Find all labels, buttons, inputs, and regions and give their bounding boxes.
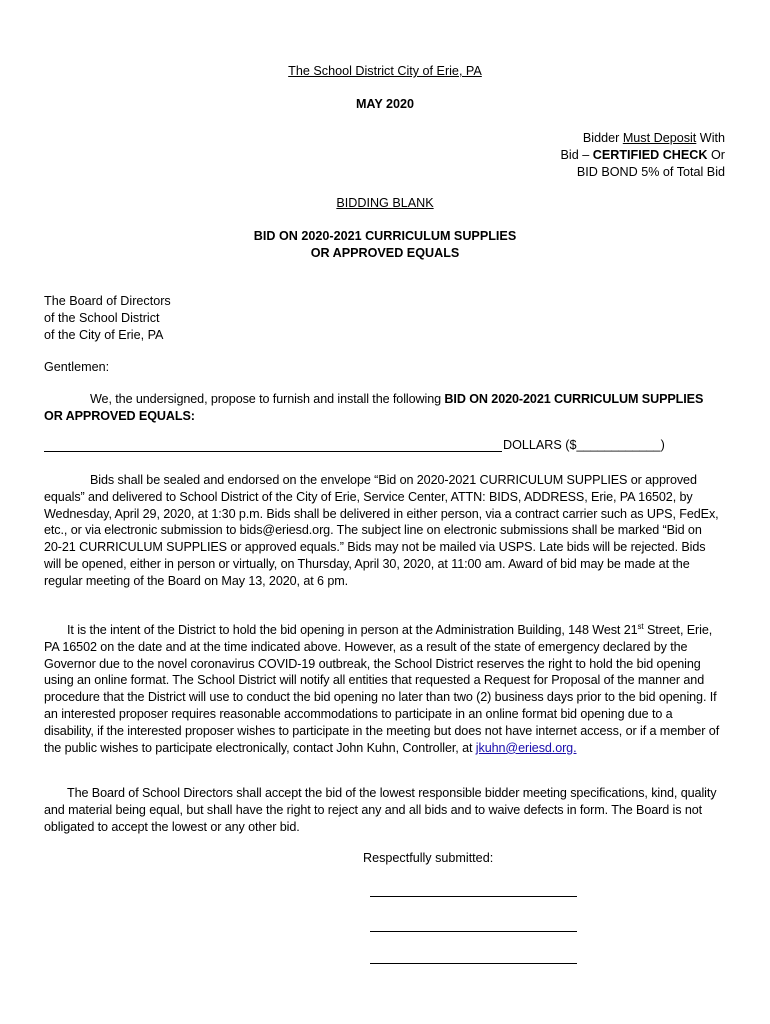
addressee-block: The Board of Directors of the School District of the City of Erie, PA — [44, 294, 171, 342]
certified-check-text: CERTIFIED CHECK — [592, 147, 708, 162]
bid-delivery-paragraph: Bids shall be sealed and endorsed on the envelope “Bid on 2020-2021 CURRICULUM SUPPLIES or approved equals” and delivered to School District of the City of Erie, Service Center, ATTN: BIDS, ADDRESS, Erie, PA 16502, by Wednesday, April 29, 2020, at 1:30 p.m. Bids shall be delivered in either person, via a contract carrier such as UPS, FedEx, etc., or via electronic submission to bids@eriesd.org. The subject line on electronic submissions shall be marked “Bid on 20-21 CURRICULUM SUPPLIES or approved equals.” Bids may not be mailed via USPS. Late bids will be rejected. Bids will be opened, either in person or virtually, on Thursday, April 30, 2020, at 11:00 am. Award of bid may be made at the regular meeting of the Board on May 13, 2020, at 6 pm. — [44, 473, 719, 588]
must-deposit-text: Must Deposit — [622, 131, 697, 145]
proposal-statement: We, the undersigned, propose to furnish and install the following BID ON 2020-2021 CURRICULUM SUPPLIES OR APPROVED EQUALS: — [44, 392, 704, 423]
signature-line-2[interactable] — [370, 931, 577, 932]
bid-opening-paragraph: It is the intent of the District to hold the bid opening in person at the Administration Building, 148 West 21st Street, Erie, PA 16502 on the date and at the time indicated above. However, as a result of the state of emergency declared by the Governor due to the novel coronavirus COVID-19 outbreak, the School District reserves the right to hold the bid opening using an online format. The School District will notify all entities that requested a Request for Proposal of the manner and procedure that the District will use to conduct the bid opening no later than two (2) business days prior to the bid opening. If an interested proposer requires reasonable accommodations to participate in an online format bid opening due to a disability, if the interested proposer wishes to participate in the meeting but does not have internet access, or if a member of the public wishes to participate electronically, contact John Kuhn, Controller, at jkuhn@eriesd.org. — [44, 621, 720, 755]
deposit-notice: Bidder Must Deposit With Bid – CERTIFIED CHECK Or BID BOND 5% of Total Bid — [560, 131, 725, 179]
closing-text: Respectfully submitted: — [363, 851, 494, 865]
signature-line-1[interactable] — [370, 896, 577, 897]
document-date: MAY 2020 — [355, 97, 415, 111]
controller-email-link[interactable]: jkuhn@eriesd.org. — [475, 740, 577, 755]
district-heading: The School District City of Erie, PA — [288, 64, 482, 78]
dollar-figure-blank[interactable]: ____________ — [576, 438, 661, 452]
dollar-amount-label: DOLLARS ($____________) — [503, 438, 665, 452]
bidding-blank-title: BIDDING BLANK — [336, 196, 434, 210]
dollar-amount-line[interactable] — [44, 451, 502, 452]
salutation: Gentlemen: — [44, 360, 110, 374]
award-terms-paragraph: The Board of School Directors shall accept the bid of the lowest responsible bidder meeting specifications, kind, quality and material being equal, but shall have the right to reject any and all bids and to waive defects in form. The Board is not obligated to accept the lowest or any other bid. — [44, 786, 717, 834]
bid-title: BID ON 2020-2021 CURRICULUM SUPPLIES OR APPROVED EQUALS — [253, 229, 517, 260]
signature-line-3[interactable] — [370, 963, 577, 964]
